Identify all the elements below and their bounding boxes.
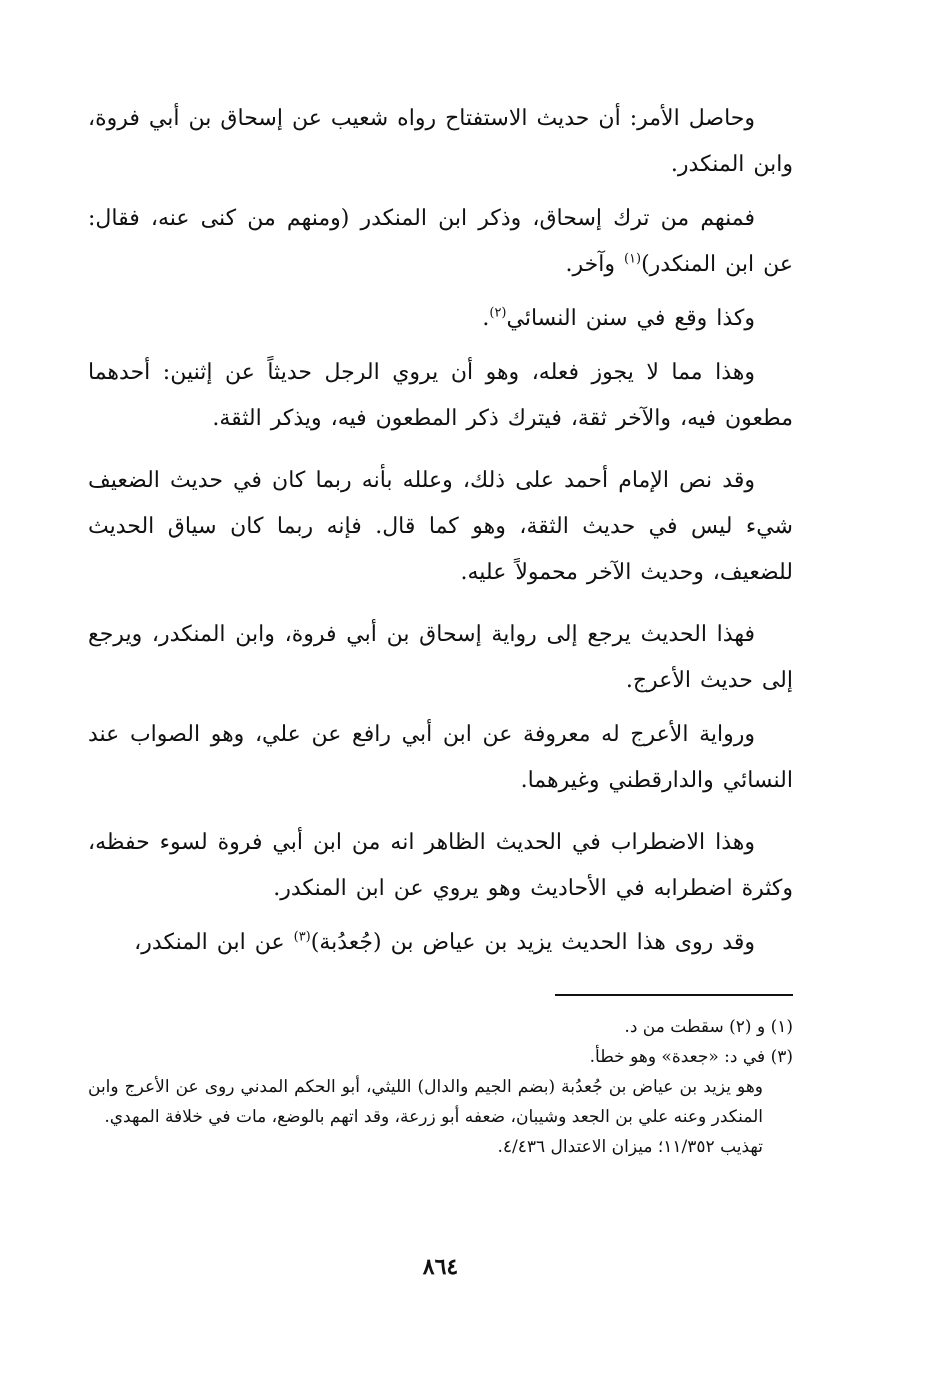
main-text [88, 96, 793, 974]
footnote-3: (٣) في د: «جعدة» وهو خطأ. [589, 1047, 793, 1067]
footnotes [88, 1012, 793, 1162]
paragraph-4: وهذا مما لا يجوز فعله، وهو أن يروي الرجل حديثاً عن إثنين: أحدهما مطعون فيه، والآخر ثقة، فيترك ذكر المطعون فيه، ويذكر الثقة. [88, 360, 793, 431]
footnote-3-detail: وهو يزيد بن عياض بن جُعدُبة (بضم الجيم والدال) الليثي، أبو الحكم المدني روى عن الأعرج وابن المنكدر وعنه علي بن الجعد وشيبان، ضعفه أبو زرعة، وقد اتهم بالوضع، مات في خلافة المهدي. [88, 1077, 763, 1127]
paragraph-6: فهذا الحديث يرجع إلى رواية إسحاق بن أبي فروة، وابن المنكدر، ويرجع إلى حديث الأعرج. [88, 622, 793, 693]
book-page [88, 0, 793, 1390]
footnote-marker-3: (٣) [293, 929, 311, 945]
paragraph-2: فمنهم من ترك إسحاق، وذكر ابن المنكدر (ومنهم من كنى عنه، فقال: عن ابن المنكدر)$^{(١)}$ وآخر. [88, 206, 793, 277]
page-number: ٨٦٤ [422, 1254, 459, 1280]
paragraph-9: وقد روى هذا الحديث يزيد بن عياض بن (جُعدُبة)$^{(٣)}$ عن ابن المنكدر، [134, 929, 755, 955]
paragraph-3: وكذا وقع في سنن النسائي$^{(٢)}$. [482, 305, 755, 331]
footnote-separator [555, 994, 793, 996]
paragraph-7: ورواية الأعرج له معروفة عن ابن أبي رافع عن علي، وهو الصواب عند النسائي والدارقطني وغيرهما. [88, 722, 793, 793]
paragraph-5: وقد نص الإمام أحمد على ذلك، وعلله بأنه ربما كان في حديث الضعيف شيء ليس في حديث الثقة، وهو كما قال. فإنه ربما كان سياق الحديث للضعيف، وحديث الآخر محمولاً عليه. [88, 468, 793, 585]
paragraph-8: وهذا الاضطراب في الحديث الظاهر انه من ابن أبي فروة لسوء حفظه، وكثرة اضطرابه في الأحاديث وهو يروي عن ابن المنكدر. [88, 830, 793, 901]
footnote-marker-2: (٢) [489, 305, 507, 321]
paragraph-1: وحاصل الأمر: أن حديث الاستفتاح رواه شعيب عن إسحاق بن أبي فروة، وابن المنكدر. [88, 106, 793, 177]
footnote-3-references: تهذيب ١١/٣٥٢؛ ميزان الاعتدال ٤/٤٣٦. [497, 1137, 763, 1157]
footnote-1-2: (١) و (٢) سقطت من د. [624, 1017, 793, 1037]
footnote-marker-1: (١) [623, 251, 642, 267]
